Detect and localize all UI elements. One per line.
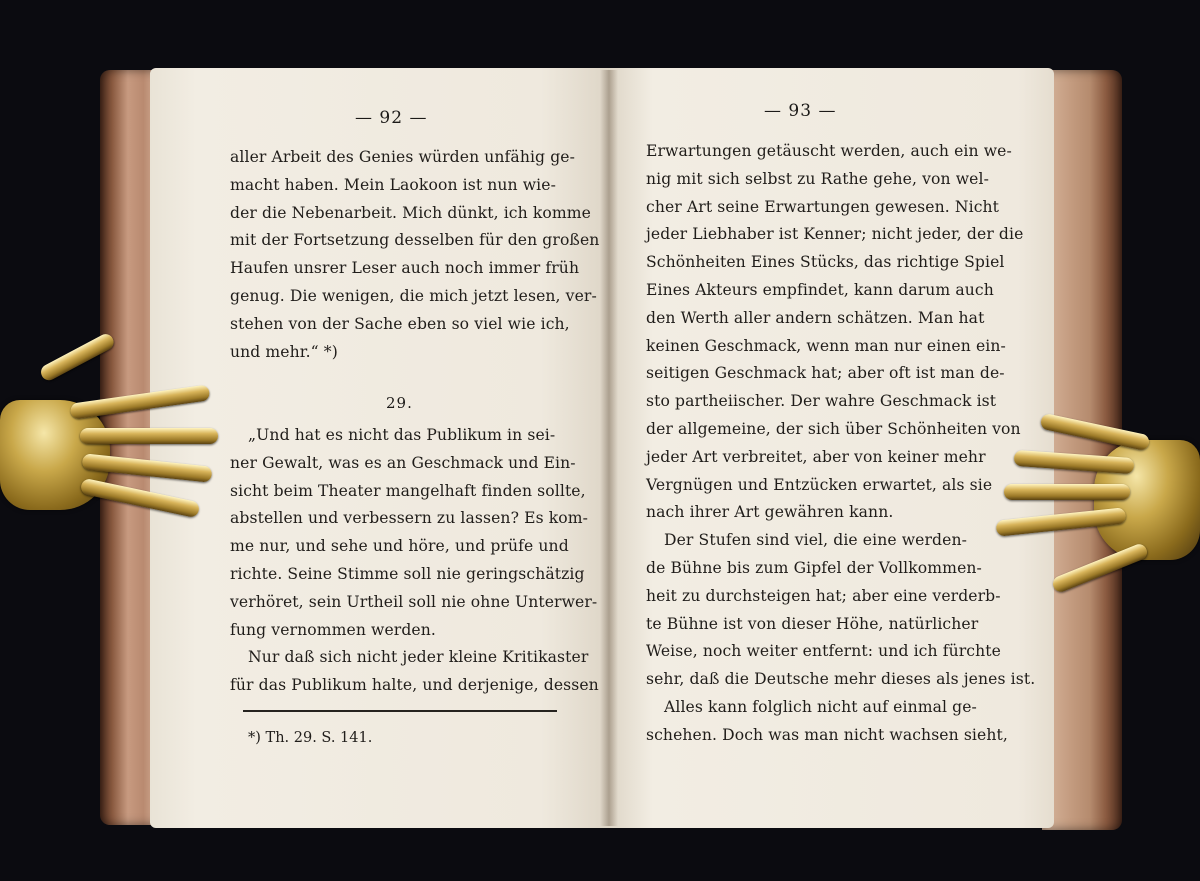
text-line: fung vernommen werden. xyxy=(230,620,436,639)
text-line: Weise, noch weiter entfernt: und ich fürchte xyxy=(646,642,1001,661)
text-line: für das Publikum halte, und derjenige, dessen xyxy=(230,676,599,695)
text-line: ner Gewalt, was es an Geschmack und Ein- xyxy=(230,453,576,472)
text-line: sto partheiischer. Der wahre Geschmack ist xyxy=(646,392,997,411)
text-line: aller Arbeit des Genies würden unfähig ge- xyxy=(230,148,575,166)
text-line: cher Art seine Erwartungen gewesen. Nicht xyxy=(646,197,1000,216)
footnote: *) Th. 29. S. 141. xyxy=(248,730,373,746)
text-line: und mehr.“ *) xyxy=(230,342,338,361)
text-line: Der Stufen sind viel, die eine werden- xyxy=(664,531,967,550)
text-line: jeder Art verbreitet, aber von keiner mehr xyxy=(646,447,986,466)
text-line: seitigen Geschmack hat; aber oft ist man de- xyxy=(646,364,1005,383)
text-line: heit zu durchsteigen hat; aber eine verderb- xyxy=(646,586,1001,605)
text-line: sicht beim Theater mangelhaft finden sollte, xyxy=(230,481,586,500)
text-line: nach ihrer Art gewähren kann. xyxy=(646,503,894,522)
right-page-text xyxy=(646,138,1036,750)
text-line: sehr, daß die Deutsche mehr dieses als jenes ist. xyxy=(646,670,1036,689)
text-line: abstellen und verbessern zu lassen? Es kom- xyxy=(230,509,589,528)
text-line: stehen von der Sache eben so viel wie ich, xyxy=(230,314,570,333)
text-line: nig mit sich selbst zu Rathe gehe, von wel- xyxy=(646,169,989,188)
right-page-number: — 93 — xyxy=(764,101,837,121)
text-line: der die Nebenarbeit. Mich dünkt, ich komme xyxy=(230,203,591,222)
left-page-text-top xyxy=(230,144,600,366)
left-page-text-bottom xyxy=(230,422,599,700)
text-line: schehen. Doch was man nicht wachsen sieht, xyxy=(646,725,1008,744)
text-line: Haufen unsrer Leser auch noch immer früh xyxy=(230,259,580,278)
brass-hand-left-icon xyxy=(0,360,220,540)
text-line: richte. Seine Stimme soll nie geringschätzig xyxy=(230,564,585,583)
text-line: jeder Liebhaber ist Kenner; nicht jeder, der die xyxy=(646,225,1024,244)
text-line: me nur, und sehe und höre, und prüfe und xyxy=(230,537,569,556)
section-number: 29. xyxy=(386,394,413,412)
left-page-number: — 92 — xyxy=(355,108,428,128)
text-line: Alles kann folglich nicht auf einmal ge- xyxy=(664,697,977,716)
text-line: Nur daß sich nicht jeder kleine Kritikaster xyxy=(248,648,589,667)
text-line: keinen Geschmack, wenn man nur einen ein- xyxy=(646,336,1006,355)
text-line: genug. Die wenigen, die mich jetzt lesen, ver- xyxy=(230,286,597,305)
text-line: „Und hat es nicht das Publikum in sei- xyxy=(248,426,556,444)
text-line: Vergnügen und Entzücken erwartet, als sie xyxy=(646,475,993,494)
text-line: Schönheiten Eines Stücks, das richtige Spiel xyxy=(646,253,1005,272)
text-line: der allgemeine, der sich über Schönheiten von xyxy=(646,419,1021,438)
text-line: de Bühne bis zum Gipfel der Vollkommen- xyxy=(646,558,982,577)
book-gutter xyxy=(600,70,618,826)
text-line: den Werth aller andern schätzen. Man hat xyxy=(646,308,985,327)
brass-hand-right-icon xyxy=(994,410,1200,590)
text-line: macht haben. Mein Laokoon ist nun wie- xyxy=(230,175,556,194)
text-line: mit der Fortsetzung desselben für den großen xyxy=(230,231,600,250)
footnote-rule xyxy=(243,710,557,712)
text-line: Eines Akteurs empfindet, kann darum auch xyxy=(646,280,994,299)
text-line: te Bühne ist von dieser Höhe, natürlicher xyxy=(646,614,979,633)
text-line: Erwartungen getäuscht werden, auch ein we- xyxy=(646,142,1012,160)
text-line: verhöret, sein Urtheil soll nie ohne Unterwer- xyxy=(230,592,598,611)
